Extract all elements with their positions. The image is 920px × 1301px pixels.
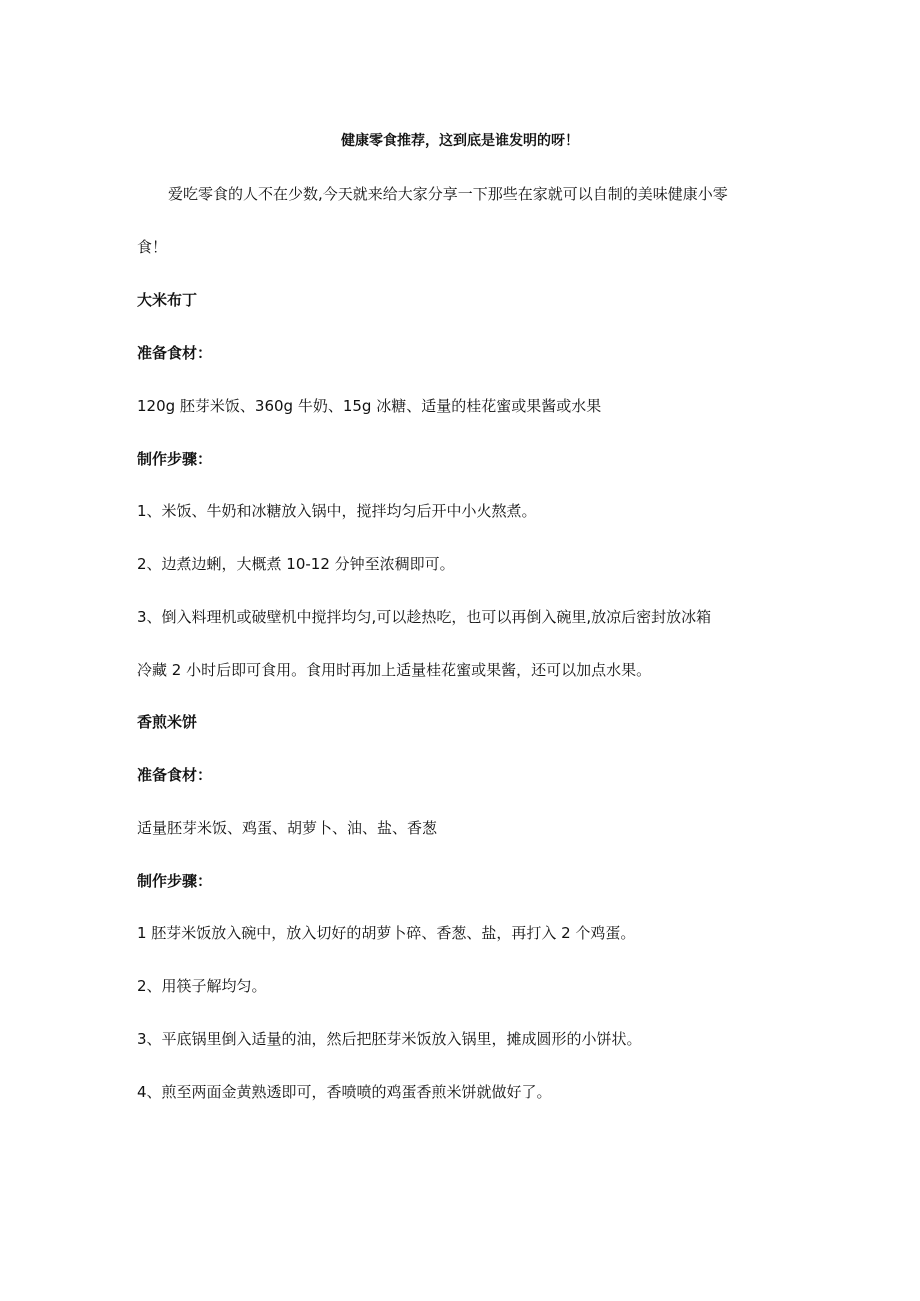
recipe2-step-1: 1 胚芽米饭放入碗中，放入切好的胡萝卜碎、香葱、盐，再打入 2 个鸡蛋。 (137, 924, 636, 942)
recipe2-heading: 香煎米饼 (137, 713, 198, 731)
recipe1-steps-heading: 制作步骤： (137, 450, 213, 468)
recipe1-heading: 大米布丁 (137, 291, 198, 309)
recipe2-step-4: 4、煎至两面金黄熟透即可，香喷喷的鸡蛋香煎米饼就做好了。 (137, 1083, 552, 1101)
recipe2-steps-heading: 制作步骤： (137, 872, 213, 890)
recipe1-step-1: 1、米饭、牛奶和冰糖放入锅中，搅拌均匀后开中小火熬煮。 (137, 502, 537, 520)
recipe2-step-2: 2、用筷子解均匀。 (137, 977, 267, 995)
recipe1-ingredients-heading: 准备食材： (137, 344, 213, 362)
page-title: 健康零食推荐，这到底是谁发明的呀！ (341, 133, 579, 149)
recipe2-ingredients: 适量胚芽米饭、鸡蛋、胡萝卜、油、盐、香葱 (137, 819, 438, 837)
intro-paragraph-line-1: 爱吃零食的人不在少数,今天就来给大家分享一下那些在家就可以自制的美味健康小零 (168, 185, 728, 203)
intro-paragraph-line-2: 食！ (137, 238, 168, 256)
recipe1-step-3-line-1: 3、倒入料理机或破壁机中搅拌均匀,可以趁热吃，也可以再倒入碗里,放凉后密封放冰箱 (137, 608, 712, 626)
recipe1-ingredients: 120g 胚芽米饭、360g 牛奶、15g 冰糖、适量的桂花蜜或果酱或水果 (137, 397, 602, 415)
recipe1-step-3-line-2: 冷藏 2 小时后即可食用。食用时再加上适量桂花蜜或果酱，还可以加点水果。 (137, 661, 652, 679)
recipe2-ingredients-heading: 准备食材： (137, 766, 213, 784)
recipe2-step-3: 3、平底锅里倒入适量的油，然后把胚芽米饭放入锅里，摊成圆形的小饼状。 (137, 1030, 642, 1048)
recipe1-step-2: 2、边煮边蜊，大概煮 10-12 分钟至浓稠即可。 (137, 555, 455, 573)
